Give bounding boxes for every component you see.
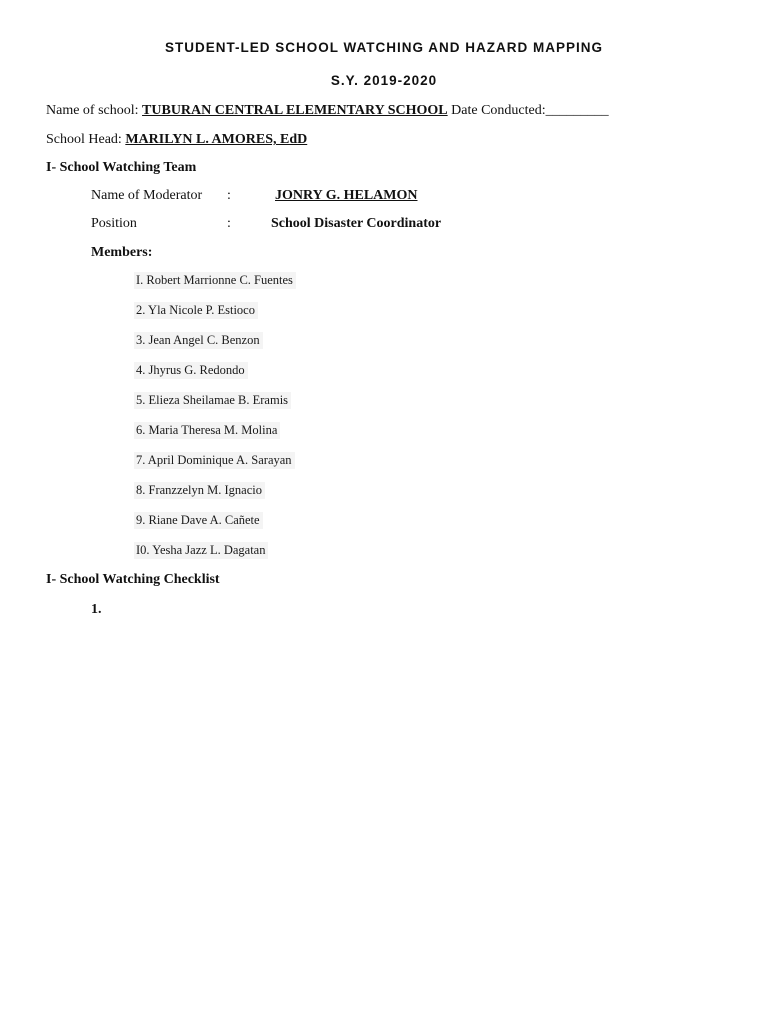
member-item: 2. Yla Nicole P. Estioco	[134, 302, 258, 319]
moderator-colon: :	[227, 188, 231, 203]
member-item: 8. Franzzelyn M. Ignacio	[134, 482, 265, 499]
position-colon: :	[227, 216, 231, 231]
document-title: STUDENT-LED SCHOOL WATCHING AND HAZARD MAPPING	[165, 40, 603, 55]
date-conducted: Date Conducted:_________	[451, 103, 609, 118]
checklist-item-number: 1.	[91, 602, 102, 617]
section-school-watching-team: I- School Watching Team	[46, 160, 197, 175]
member-item: 4. Jhyrus G. Redondo	[134, 362, 248, 379]
school-year: S.Y. 2019-2020	[330, 73, 438, 88]
member-item: 5. Elieza Sheilamae B. Eramis	[134, 392, 291, 409]
school-name-line	[46, 103, 609, 119]
member-item: I0. Yesha Jazz L. Dagatan	[134, 542, 268, 559]
member-item: 3. Jean Angel C. Benzon	[134, 332, 263, 349]
member-item: 7. April Dominique A. Sarayan	[134, 452, 295, 469]
moderator-name: JONRY G. HELAMON	[275, 188, 418, 203]
school-head-line	[46, 132, 307, 148]
position-value: School Disaster Coordinator	[271, 216, 442, 231]
member-item: 9. Riane Dave A. Cañete	[134, 512, 263, 529]
position-label: Position	[91, 216, 137, 231]
school-name-label: Name of school:	[46, 103, 139, 118]
members-label: Members:	[91, 245, 153, 260]
school-head-name: MARILYN L. AMORES, EdD	[125, 132, 308, 147]
section-school-watching-checklist: I- School Watching Checklist	[46, 572, 220, 587]
school-name: TUBURAN CENTRAL ELEMENTARY SCHOOL	[142, 103, 448, 118]
member-item: 6. Maria Theresa M. Molina	[134, 422, 280, 439]
moderator-label: Name of Moderator	[91, 188, 203, 203]
school-head-label: School Head:	[46, 132, 122, 147]
member-item: I. Robert Marrionne C. Fuentes	[134, 272, 296, 289]
